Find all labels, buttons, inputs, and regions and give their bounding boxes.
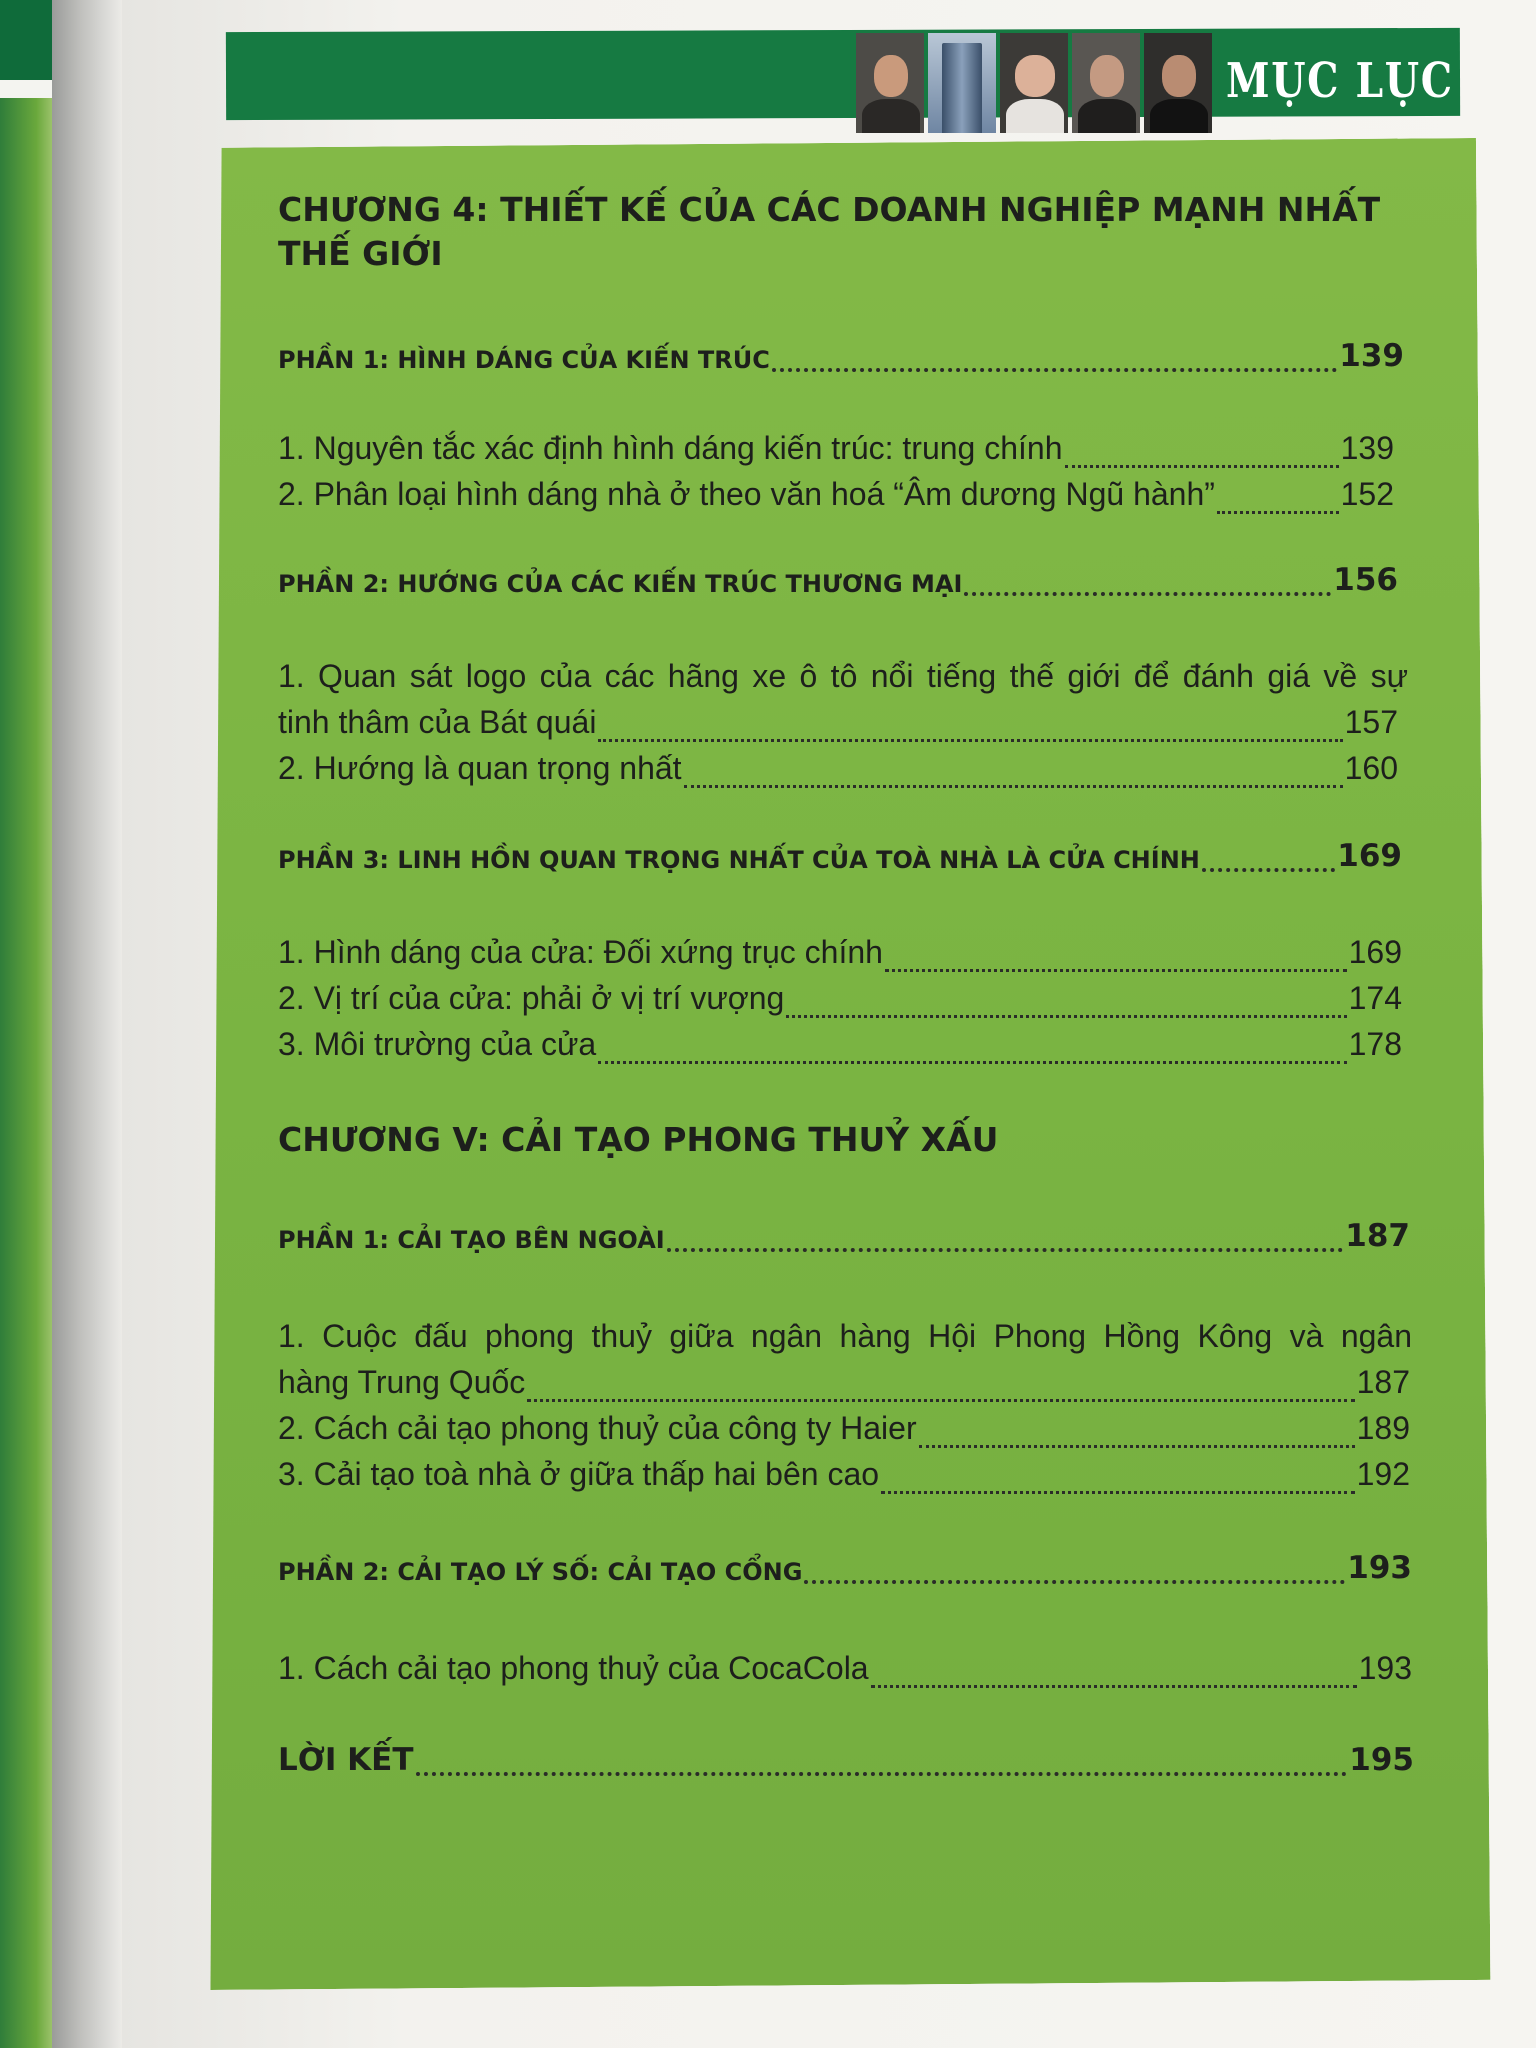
- leader-dots: [786, 983, 1346, 1018]
- item-title: 1. Nguyên tắc xác định hình dáng kiến trúc: trung chính: [278, 430, 1063, 466]
- leader-dots: [964, 568, 1331, 596]
- leader-dots: [772, 344, 1337, 372]
- leader-dots: [684, 753, 1343, 788]
- part-title: PHẦN 2: CẢI TẠO LÝ SỐ: CẢI TẠO CỔNG: [278, 1558, 803, 1586]
- epilogue-title: LỜI KẾT: [278, 1742, 414, 1778]
- page-number: 174: [1348, 980, 1402, 1016]
- leader-dots: [598, 1029, 1346, 1064]
- toc-epilogue-row[interactable]: [278, 1742, 1414, 1778]
- item-title: 2. Hướng là quan trọng nhất: [278, 750, 682, 786]
- toc-part-row[interactable]: [278, 338, 1404, 374]
- page-number: 187: [1356, 1364, 1410, 1400]
- page-title: MỤC LỤC: [1226, 53, 1454, 109]
- portrait-photo-3: [1072, 33, 1140, 133]
- item-title: 1. Hình dáng của cửa: Đối xứng trục chính: [278, 934, 883, 970]
- page-number: 139: [1339, 338, 1404, 374]
- header-photo-strip: [856, 33, 1216, 133]
- item-title-line-1: 1. Cuộc đấu phong thuỷ giữa ngân hàng Hội Phong Hồng Kông và ngân: [278, 1318, 1412, 1354]
- page-number: 152: [1340, 476, 1394, 512]
- toc-part-row[interactable]: [278, 1550, 1412, 1586]
- toc-item-row[interactable]: [278, 472, 1394, 516]
- page-number: 195: [1349, 1742, 1414, 1778]
- page-number: 139: [1340, 430, 1394, 466]
- part-title: PHẦN 1: CẢI TẠO BÊN NGOÀI: [278, 1226, 665, 1254]
- portrait-photo-2: [1000, 33, 1068, 133]
- left-page-strip: [0, 80, 52, 98]
- portrait-photo-1: [856, 33, 924, 133]
- leader-dots: [1065, 433, 1339, 468]
- toc-item-row: [278, 1360, 1410, 1404]
- portrait-photo-4: [1144, 33, 1212, 133]
- toc-item-row[interactable]: [278, 1452, 1410, 1496]
- page-number: 193: [1347, 1550, 1412, 1586]
- toc-item-row[interactable]: [278, 426, 1394, 470]
- toc-item-row[interactable]: [278, 1022, 1402, 1066]
- toc-item-row[interactable]: [278, 1406, 1410, 1450]
- leader-dots: [416, 1741, 1348, 1776]
- item-title: 2. Vị trí của cửa: phải ở vị trí vượng: [278, 980, 785, 1016]
- toc-item-row[interactable]: [278, 930, 1402, 974]
- item-title: 2. Cách cải tạo phong thuỷ của công ty Haier: [278, 1410, 917, 1446]
- item-title-line-2: tinh thâm của Bát quái: [278, 704, 597, 740]
- part-title: PHẦN 2: HƯỚNG CỦA CÁC KIẾN TRÚC THƯƠNG MẠI: [278, 570, 963, 598]
- page-number: 178: [1348, 1026, 1402, 1062]
- leader-dots: [881, 1459, 1355, 1494]
- chapter-4-title: CHƯƠNG 4: THIẾT KẾ CỦA CÁC DOANH NGHIỆP MẠNH NHẤT THẾ GIỚI: [278, 190, 1381, 273]
- leader-dots: [667, 1224, 1344, 1252]
- item-title: 3. Môi trường của cửa: [278, 1026, 597, 1062]
- skyscraper-photo: [928, 33, 996, 133]
- page-number: 193: [1358, 1650, 1412, 1686]
- leader-dots: [527, 1367, 1354, 1402]
- leader-dots: [1217, 479, 1339, 514]
- leader-dots: [1202, 844, 1335, 872]
- toc-item-row[interactable]: [278, 1646, 1412, 1690]
- left-page-header-band: [0, 0, 52, 80]
- leader-dots: [871, 1653, 1357, 1688]
- page-number: 187: [1345, 1218, 1410, 1254]
- book-spine: [52, 0, 122, 2048]
- toc-part-row[interactable]: [278, 562, 1398, 598]
- page-number: 169: [1348, 934, 1402, 970]
- page-number: 156: [1333, 562, 1398, 598]
- toc-item-row[interactable]: [278, 976, 1402, 1020]
- item-title: 3. Cải tạo toà nhà ở giữa thấp hai bên cao: [278, 1456, 880, 1492]
- part-title: PHẦN 3: LINH HỒN QUAN TRỌNG NHẤT CỦA TOÀ NHÀ LÀ CỬA CHÍNH: [278, 846, 1200, 874]
- toc-item-row[interactable]: [278, 746, 1398, 790]
- leader-dots: [598, 707, 1342, 742]
- item-title-line-1: 1. Quan sát logo của các hãng xe ô tô nổi tiếng thế giới để đánh giá về sự: [278, 658, 1408, 694]
- page-number: 189: [1356, 1410, 1410, 1446]
- page-number: 192: [1356, 1456, 1410, 1492]
- page-number: 157: [1344, 704, 1398, 740]
- item-title: 2. Phân loại hình dáng nhà ở theo văn hoá “Âm dương Ngũ hành”: [278, 476, 1215, 512]
- page-number: 160: [1344, 750, 1398, 786]
- leader-dots: [919, 1413, 1355, 1448]
- part-title: PHẦN 1: HÌNH DÁNG CỦA KIẾN TRÚC: [278, 346, 770, 374]
- toc-part-row[interactable]: [278, 1218, 1410, 1254]
- page-number: 169: [1337, 838, 1402, 874]
- chapter-5-title: CHƯƠNG V: CẢI TẠO PHONG THUỶ XẤU: [278, 1120, 999, 1159]
- leader-dots: [804, 1556, 1345, 1584]
- leader-dots: [885, 937, 1347, 972]
- item-title: 1. Cách cải tạo phong thuỷ của CocaCola: [278, 1650, 869, 1686]
- toc-part-row[interactable]: [278, 838, 1402, 874]
- toc-item-row: [278, 700, 1398, 744]
- item-title-line-2: hàng Trung Quốc: [278, 1364, 526, 1400]
- left-page-edge: [0, 0, 52, 2048]
